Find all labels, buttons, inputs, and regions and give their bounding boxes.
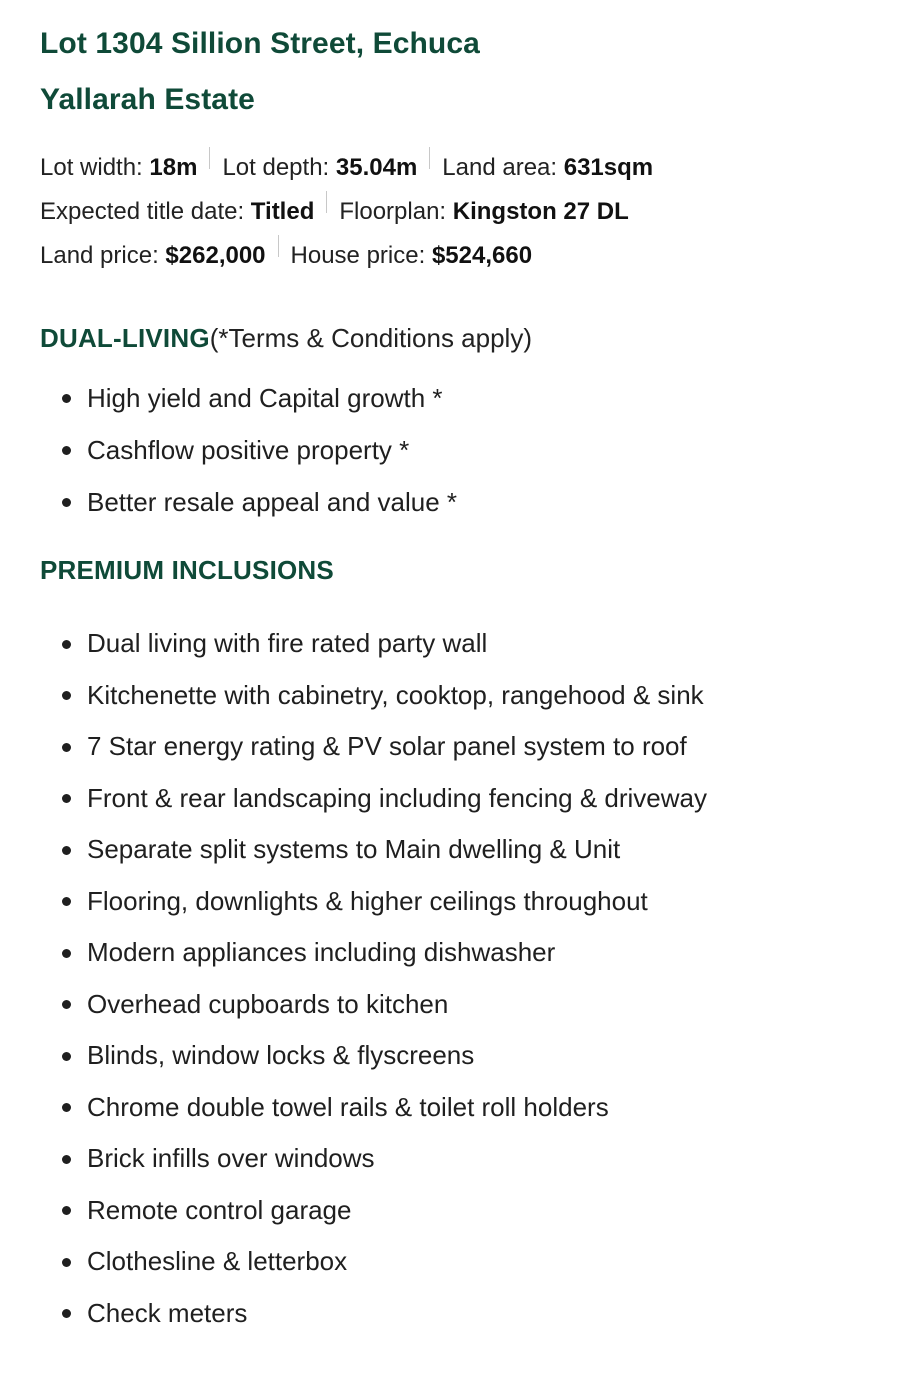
list-item: Better resale appeal and value * [40, 476, 860, 528]
spec-label: Lot depth: [222, 154, 336, 181]
spec-label: Expected title date: [40, 198, 251, 225]
dual-living-heading [40, 318, 860, 358]
spec-divider [326, 191, 327, 213]
spec-value: 631sqm [563, 154, 654, 181]
spec-label: Lot width: [40, 154, 150, 181]
spec-land-area [442, 146, 653, 190]
listing-details [40, 22, 860, 1339]
list-item: Remote control garage [40, 1185, 860, 1237]
list-item: Separate split systems to Main dwelling & Unit [40, 824, 860, 876]
listing-title: Lot 1304 Sillion Street, Echuca [40, 27, 480, 60]
spec-label: Floorplan: [339, 198, 453, 225]
lot-specifications [40, 146, 860, 278]
terms-note: (*Terms & Conditions apply) [209, 323, 532, 353]
spec-value: 18m [149, 154, 198, 181]
spec-land-price [40, 234, 266, 278]
premium-inclusions-heading [40, 550, 860, 590]
list-item: High yield and Capital growth * [40, 372, 860, 424]
dual-living-title: DUAL-LIVING [40, 323, 210, 353]
list-item: Blinds, window locks & flyscreens [40, 1030, 860, 1082]
list-item: Dual living with fire rated party wall [40, 618, 860, 670]
spec-row-prices [40, 234, 860, 278]
premium-inclusions-list [40, 618, 860, 1339]
list-item: 7 Star energy rating & PV solar panel system to roof [40, 721, 860, 773]
spec-house-price [291, 234, 533, 278]
list-item: Overhead cupboards to kitchen [40, 979, 860, 1031]
spec-label: Land price: [40, 242, 166, 269]
spec-value: Kingston 27 DL [452, 198, 629, 225]
spec-value: $524,660 [431, 242, 533, 269]
premium-inclusions-title: PREMIUM INCLUSIONS [40, 555, 334, 585]
spec-label: Land area: [442, 154, 564, 181]
spec-floorplan [339, 190, 628, 234]
spec-value: $262,000 [165, 242, 266, 269]
list-item: Check meters [40, 1288, 860, 1340]
dual-living-list [40, 372, 860, 528]
spec-value: 35.04m [335, 154, 418, 181]
spec-divider [429, 147, 430, 169]
list-item: Clothesline & letterbox [40, 1236, 860, 1288]
list-item: Cashflow positive property * [40, 424, 860, 476]
list-item: Kitchenette with cabinetry, cooktop, rangehood & sink [40, 670, 860, 722]
list-item: Modern appliances including dishwasher [40, 927, 860, 979]
spec-lot-width [40, 146, 197, 190]
spec-row-title-floorplan [40, 190, 860, 234]
spec-label: House price: [290, 242, 432, 269]
spec-row-dimensions [40, 146, 860, 190]
spec-title-date [40, 190, 314, 234]
list-item: Front & rear landscaping including fencing & driveway [40, 773, 860, 825]
spec-value: Titled [250, 198, 315, 225]
list-item: Chrome double towel rails & toilet roll holders [40, 1082, 860, 1134]
list-item: Flooring, downlights & higher ceilings throughout [40, 876, 860, 928]
spec-lot-depth [222, 146, 417, 190]
list-item: Brick infills over windows [40, 1133, 860, 1185]
spec-divider [278, 235, 279, 257]
spec-divider [209, 147, 210, 169]
estate-name: Yallarah Estate [40, 83, 255, 116]
